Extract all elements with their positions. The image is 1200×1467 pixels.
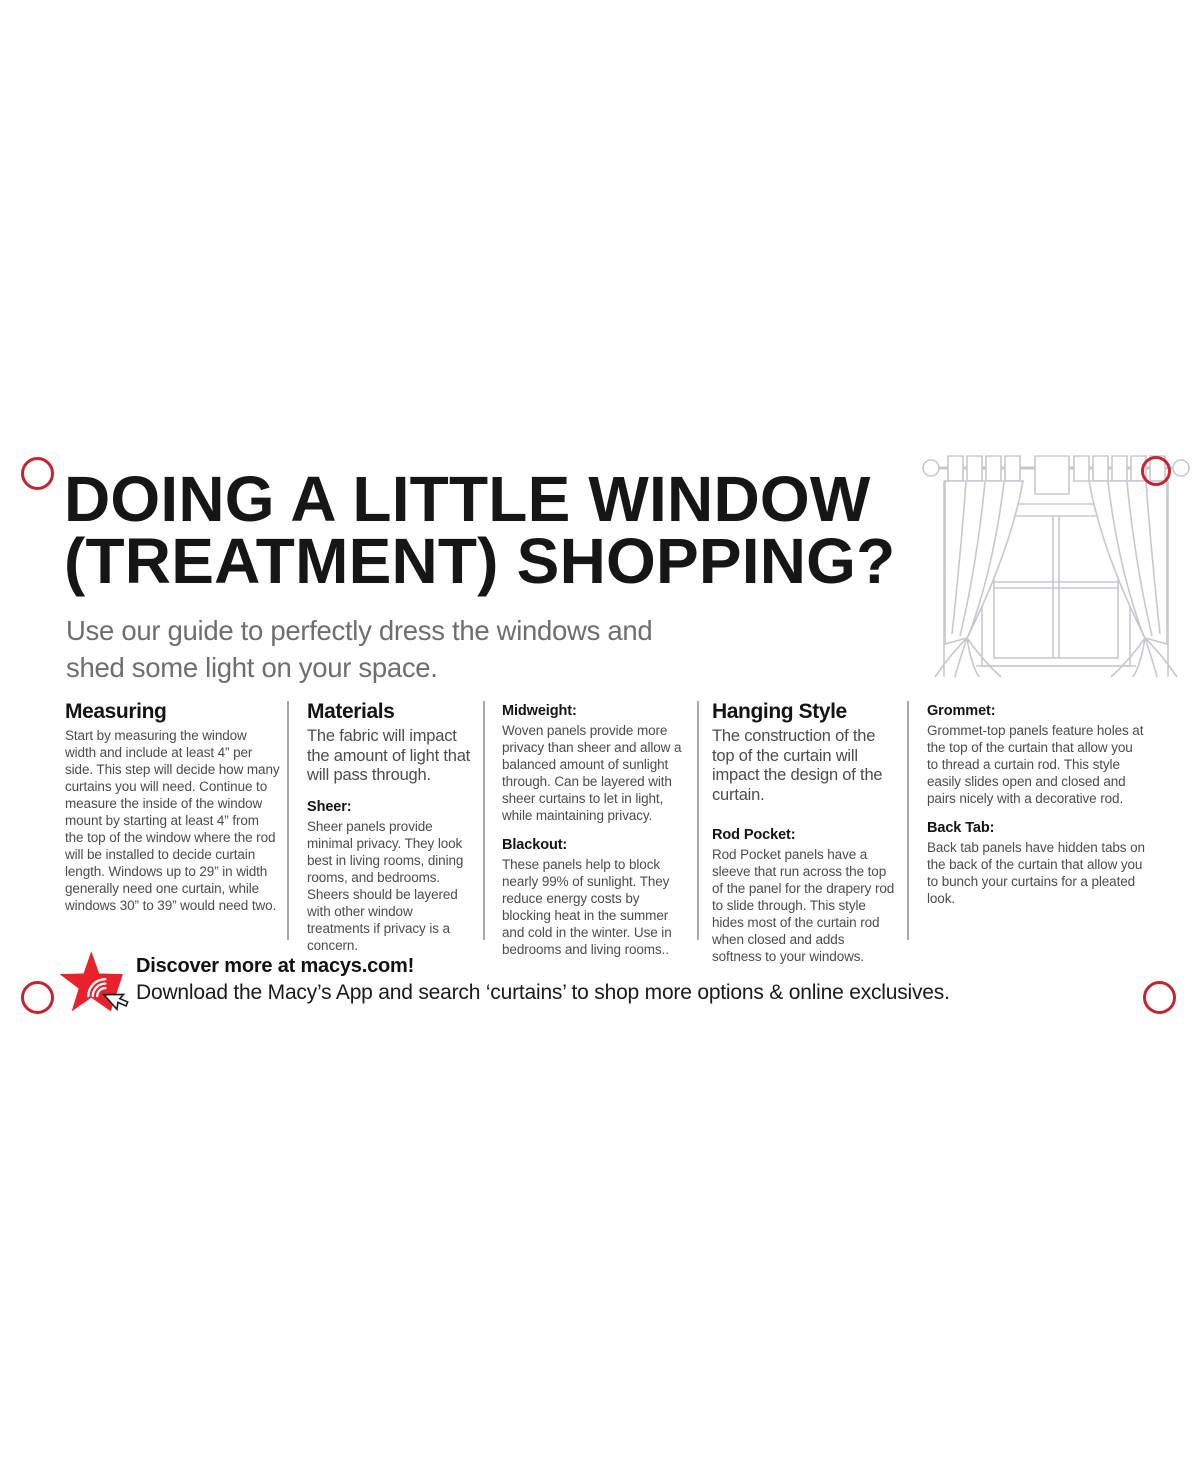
page-subtitle-line2: shed some light on your space.: [66, 652, 438, 683]
page-title-line1: DOING A LITTLE WINDOW: [64, 463, 871, 535]
back-tab-label: Back Tab:: [927, 820, 995, 836]
column-grommet-backtab: [927, 700, 1145, 907]
blackout-body: These panels help to block nearly 99% of sunlight. They reduce energy costs by blocking heat in the summer and cold in the winter. Use in bedrooms and living rooms..: [502, 857, 672, 957]
page-subtitle: [66, 612, 652, 686]
back-tab-body: Back tab panels have hidden tabs on the back of the curtain that allow you to bunch your curtains for a pleated look.: [927, 840, 1145, 906]
blackout-label: Blackout:: [502, 837, 568, 853]
column-divider: [287, 701, 289, 940]
footer-discover-text: Discover more at macys.com!: [136, 955, 415, 977]
footer-download-text: Download the Macy’s App and search ‘curtains’ to shop more options & online exclusives.: [136, 981, 950, 1004]
column-materials: [307, 700, 473, 954]
page-title: [64, 463, 896, 597]
page-subtitle-line1: Use our guide to perfectly dress the windows and: [66, 615, 653, 646]
hanging-style-header: Hanging Style: [712, 700, 847, 723]
registration-circle-bottom-right: [1143, 981, 1176, 1014]
materials-intro: The fabric will impact the amount of light that will pass through.: [307, 727, 471, 784]
grommet-body: Grommet-top panels feature holes at the top of the curtain that allow you to thread a curtain rod. This style easily slides open and closed and pairs nicely with a decorative rod.: [927, 723, 1144, 806]
column-divider: [697, 701, 699, 940]
sheer-label: Sheer:: [307, 798, 352, 815]
rod-pocket-label: Rod Pocket:: [712, 827, 796, 843]
page-title-line2: (TREATMENT) SHOPPING?: [64, 525, 896, 597]
hanging-style-intro: The construction of the top of the curtain will impact the design of the curtain.: [712, 727, 883, 804]
registration-circle-top-right: [1141, 456, 1171, 486]
midweight-label: Midweight:: [502, 703, 577, 719]
macys-star-logo-icon: [56, 949, 134, 1019]
column-midweight-blackout: [502, 700, 688, 958]
column-divider: [483, 701, 485, 940]
registration-circle-top-left: [21, 457, 54, 490]
measuring-header: Measuring: [65, 700, 167, 723]
measuring-body: Start by measuring the window width and include at least 4” per side. This step will decide how many curtains you will need. Continue to measure the inside of the window mount by starting at least 4” from the top of the window where the rod will be installed to decide curtain length. Windows up to 29” in width generally need one curtain, while windows 30” to 39” would need two.: [65, 728, 280, 913]
grommet-label: Grommet:: [927, 703, 996, 719]
rod-pocket-body: Rod Pocket panels have a sleeve that run across the top of the panel for the drapery rod to slide through. This style hides most of the curtain rod when closed and adds softness to your windows.: [712, 847, 895, 964]
midweight-body: Woven panels provide more privacy than sheer and allow a balanced amount of sunlight through. Can be layered with sheer curtains to let in light, while maintaining privacy.: [502, 723, 682, 823]
registration-circle-bottom-left: [21, 981, 54, 1014]
materials-header: Materials: [307, 700, 395, 723]
column-divider: [907, 701, 909, 940]
sheer-body: Sheer panels provide minimal privacy. They look best in living rooms, dining rooms, and bedrooms. Sheers should be layered with other window treatments if privacy is a concern.: [307, 818, 464, 953]
column-hanging-style: [712, 700, 896, 965]
column-measuring: [65, 700, 281, 914]
